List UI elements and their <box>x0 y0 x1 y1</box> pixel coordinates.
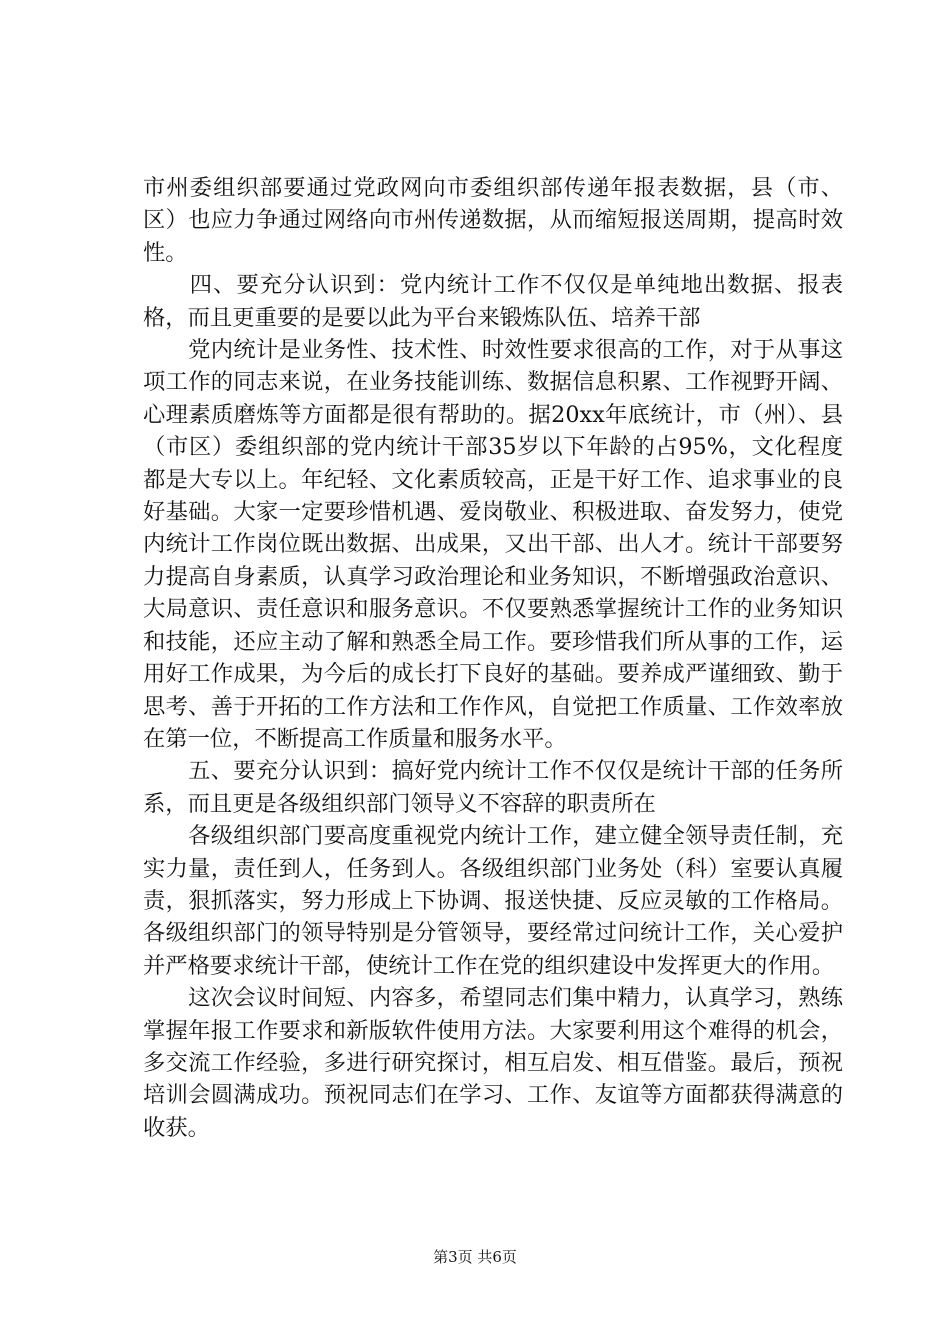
page-number-label: 第3页 共6页 <box>433 1248 517 1266</box>
document-body <box>143 172 843 1144</box>
paragraph-4: 五、要充分认识到：搞好党内统计工作不仅仅是统计干部的任务所系，而且更是各级组织部门领导义不容辞的职责所在 <box>143 758 843 817</box>
paragraph-2: 四、要充分认识到：党内统计工作不仅仅是单纯地出数据、报表格，而且更重要的是要以此为平台来锻炼队伍、培养干部 <box>143 272 843 331</box>
page-footer <box>0 1247 950 1267</box>
paragraph-5: 各级组织部门要高度重视党内统计工作，建立健全领导责任制，充实力量，责任到人，任务到人。各级组织部门业务处（科）室要认真履责，狠抓落实，努力形成上下协调、报送快捷、反应灵敏的工作格局。各级组织部门的领导特别是分管领导，要经常过问统计工作，关心爱护并严格要求统计干部，使统计工作在党的组织建设中发挥更大的作用。 <box>143 823 843 979</box>
paragraph-1: 市州委组织部要通过党政网向市委组织部传递年报表数据，县（市、区）也应力争通过网络向市州传递数据，从而缩短报送周期，提高时效性。 <box>143 175 843 266</box>
paragraph-3: 党内统计是业务性、技术性、时效性要求很高的工作，对于从事这项工作的同志来说，在业务技能训练、数据信息积累、工作视野开阔、心理素质磨炼等方面都是很有帮助的。据20xx年底统计，市（州）、县（市区）委组织部的党内统计干部35岁以下年龄的占95%，文化程度都是大专以上。年纪轻、文化素质较高，正是干好工作、追求事业的良好基础。大家一定要珍惜机遇、爱岗敬业、积极进取、奋发努力，使党内统计工作岗位既出数据、出成果，又出干部、出人才。统计干部要努力提高自身素质，认真学习政治理论和业务知识，不断增强政治意识、大局意识、责任意识和服务意识。不仅要熟悉掌握统计工作的业务知识和技能，还应主动了解和熟悉全局工作。要珍惜我们所从事的工作，运用好工作成果，为今后的成长打下良好的基础。要养成严谨细致、勤于思考、善于开拓的工作方法和工作作风，自觉把工作质量、工作效率放在第一位，不断提高工作质量和服务水平。 <box>143 337 843 752</box>
paragraph-6: 这次会议时间短、内容多，希望同志们集中精力，认真学习，熟练掌握年报工作要求和新版软件使用方法。大家要利用这个难得的机会，多交流工作经验，多进行研究探讨，相互启发、相互借鉴。最后，预祝培训会圆满成功。预祝同志们在学习、工作、友谊等方面都获得满意的收获。 <box>143 985 843 1141</box>
